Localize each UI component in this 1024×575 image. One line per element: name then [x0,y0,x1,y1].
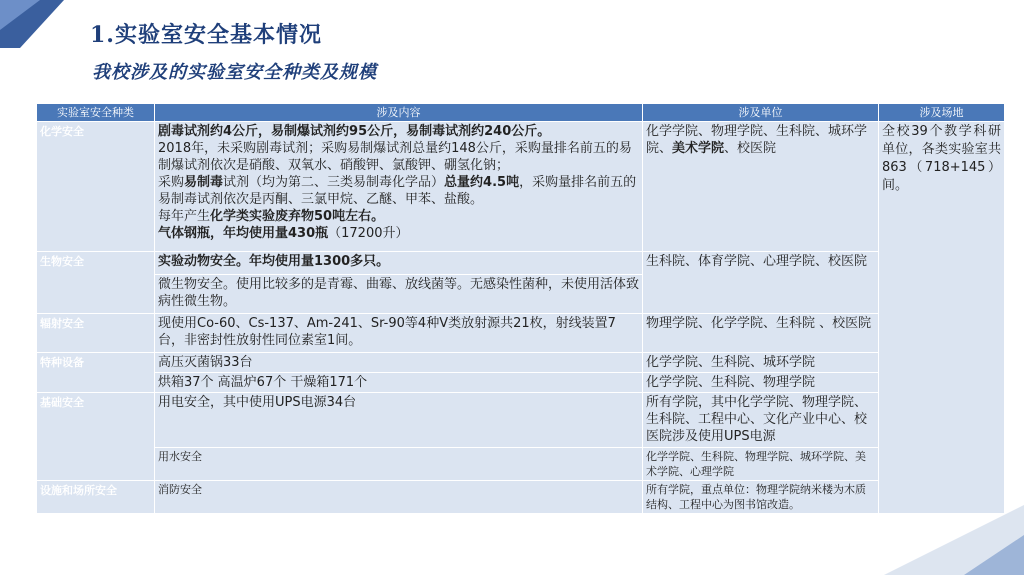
table-row-bio-1 [37,252,1005,275]
table-row-radiation [37,314,1005,353]
unit-fire: 所有学院，重点单位：物理学院纳米楼为木质结构、工程中心为图书馆改造。 [643,481,879,514]
category-fire: 设施和场所安全 [37,481,155,514]
unit-equip-1: 化学学院、生科院、城环学院 [643,353,879,373]
content-chemical: 剧毒试剂约4公斤，易制爆试剂约95公斤，易制毒试剂约240公斤。 2018年，未采购剧毒试剂；采购易制爆试剂总量约148公斤，采购量排名前五的易制爆试剂依次是硝酸、双氧水、硝酸钾、氯酸钾、硼氢化钠； 采购易制毒试剂（均为第二、三类易制毒化学品）总量约4.5吨，采购量排名前五的易制毒试剂依次是丙酮、三氯甲烷、乙醚、甲苯、盐酸。 每年产生化学类实验废弃物50吨左右。 气体钢瓶，年均使用量430瓶（17200升） [155,122,643,252]
content-basic-electric: 用电安全，其中使用UPS电源34台 [155,393,643,448]
table-row-equip-1 [37,353,1005,373]
category-bio: 生物安全 [37,252,155,314]
category-radiation: 辐射安全 [37,314,155,353]
content-radiation: 现使用Co-60、Cs-137、Am-241、Sr-90等4种V类放射源共21枚，射线装置7台，非密封性放射性同位素室1间。 [155,314,643,353]
content-bio-micro: 微生物安全。使用比较多的是青霉、曲霉、放线菌等。无感染性菌种，未使用活体致病性微生物。 [155,275,643,314]
corner-decoration-top-left [0,0,64,48]
content-fire: 消防安全 [155,481,643,514]
table-row-chemical [37,122,1005,252]
place-cell: 全校39个教学科研单位，各类实验室共863（718+145）间。 [879,122,1005,514]
table-row-basic-2 [37,448,1005,481]
unit-chemical: 化学学院、物理学院、生科院、城环学院、美术学院、校医院 [643,122,879,252]
header-unit: 涉及单位 [643,104,879,122]
content-bio-animal: 实验动物安全。年均使用量1300多只。 [155,252,643,275]
corner-decoration-bottom-right [814,505,1024,575]
category-chemical: 化学安全 [37,122,155,252]
table-row-basic-1 [37,393,1005,448]
unit-basic-2: 化学学院、生科院、物理学院、城环学院、美术学院、心理学院 [643,448,879,481]
content-equip-oven: 烘箱37个 高温炉67个 干燥箱171个 [155,373,643,393]
unit-basic-1: 所有学院，其中化学学院、物理学院、生科院、工程中心、文化产业中心、校医院涉及使用UPS电源 [643,393,879,448]
content-equip-sterilizer: 高压灭菌锅33台 [155,353,643,373]
category-basic: 基础安全 [37,393,155,481]
header-place: 涉及场地 [879,104,1005,122]
table-header-row [37,104,1005,122]
safety-table [36,103,1005,514]
table-row-equip-2 [37,373,1005,393]
page-title: 1.实验室安全基本情况 [90,22,322,48]
category-equip: 特种设备 [37,353,155,393]
header-category: 实验室安全种类 [37,104,155,122]
content-basic-water: 用水安全 [155,448,643,481]
unit-equip-2: 化学学院、生科院、物理学院 [643,373,879,393]
header-content: 涉及内容 [155,104,643,122]
page-subtitle: 我校涉及的实验室安全种类及规模 [92,62,377,83]
unit-bio: 生科院、体育学院、心理学院、校医院 [643,252,879,314]
unit-radiation: 物理学院、化学学院、生科院 、校医院 [643,314,879,353]
